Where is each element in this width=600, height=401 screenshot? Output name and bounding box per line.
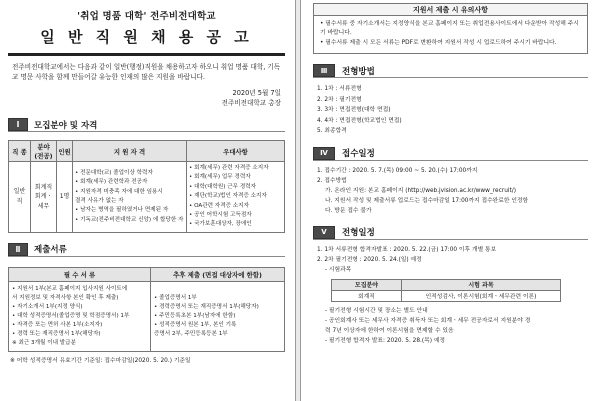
section-number: Ⅰ <box>8 118 28 131</box>
list-item: • 지원자격 미충족 자에 대한 임용시 <box>75 188 163 195</box>
footnote: ※ 어학 성적증명서 유효기간 기준일: 접수마감일(2020. 5. 20.) 기준일 <box>10 357 191 364</box>
notice-line: • 필수서류 중 자기소개서는 지정양식을 본교 홈페이지 또는 취업전용사이트에서 다운받아 작성해 주시기 바랍니다. <box>320 21 579 37</box>
list-item: 증명서 2부, 주민등록등본 1부 <box>154 330 228 337</box>
list-item: • 공인 어학시험 고득점자 <box>189 212 252 219</box>
list-item: 3. 3차 : 면접전형(대학 면접) <box>317 107 391 114</box>
list-item: 2. 2차 : 필기전형 <box>317 96 362 103</box>
cell-count: 1명 <box>57 162 73 233</box>
list-item: 서 지원정보 및 자격사항 본인 확인 후 제출) <box>12 294 119 301</box>
list-item: • 자기소개서 1부(지정 양식) <box>12 303 83 310</box>
list-item: 결격 사유가 없는 자 <box>75 197 124 204</box>
list-item: 2. 접수방법 <box>317 177 347 184</box>
section-title: 모집분야 및 자격 <box>34 120 98 131</box>
reception-list <box>313 166 588 216</box>
section-number: Ⅳ <box>313 147 335 160</box>
cell-field: 회계직 <box>332 290 402 301</box>
col-header-subjects: 시험 과목 <box>402 279 561 290</box>
list-item: 1. 접수기간 : 2020. 5. 7.(목) 09:00 ~ 5. 20.(수) 17:00까지 <box>317 167 478 174</box>
notice-box-title: 지원서 제출 시 유의사항 <box>314 4 587 16</box>
section-number: Ⅱ <box>8 243 28 256</box>
list-item: • 주민등록초본 1부(남자에 한함) <box>154 312 236 319</box>
cell-job: 일반직 <box>9 162 31 233</box>
col-header-field: 모집분야 <box>332 279 402 290</box>
cell-later-docs <box>151 281 285 351</box>
list-item: • OA관련 자격증 소지자 <box>189 202 249 209</box>
col-header-job: 직 종 <box>9 141 31 162</box>
page-right <box>300 0 600 401</box>
cell-subjects: 인적성검사, 이론시험(회계ㆍ세무관련 이론) <box>402 290 561 301</box>
list-item: • 회계(세무) 관련 자격증 소지자 <box>189 165 269 171</box>
list-item: 1. 1차 : 서류전형 <box>317 86 362 93</box>
col-header-field: 분야 (전공) <box>31 141 57 162</box>
documents-table <box>8 267 285 352</box>
section-number: Ⅴ <box>313 226 335 239</box>
cell-field: 회계직 회계ㆍ세무 <box>31 162 57 233</box>
list-item: • 경력증명서 또는 재직증명서 1부(해당자) <box>154 303 259 310</box>
col-header-required: 필 수 서 류 <box>9 267 151 281</box>
page-title: 일 반 직 원 채 용 공 고 <box>40 28 253 46</box>
list-item: - 필기전형 시험시간 및 장소는 별도 안내 <box>325 307 428 314</box>
col-header-preferences: 우대사항 <box>187 141 285 162</box>
cell-qualifications <box>73 162 187 233</box>
list-item: 력 7년 이상자에 한하여 이론시험을 면제할 수 있음 <box>325 327 454 334</box>
title-rule <box>8 53 285 56</box>
section-title: 전형방법 <box>342 66 375 77</box>
section-header-schedule <box>313 226 588 240</box>
col-header-qualifications: 지 원 자 격 <box>73 141 187 162</box>
cell-preferences <box>187 162 285 233</box>
list-item: • 성적증명서 원본 1부, 본인 기록 <box>154 321 237 328</box>
section-header-method <box>313 64 588 78</box>
schedule-list <box>313 245 588 275</box>
schedule-notes <box>313 306 588 346</box>
list-item: • 졸업증명서 1부 <box>154 294 197 301</box>
list-item: 1. 1차 서류전형 합격자발표 : 2020. 5. 22.(금) 17:00 이후 개별 통보 <box>317 246 497 253</box>
notice-line: • 필수서류 제출 시 모든 서류는 PDF로 변환하여 지원서 작성 시 업로드하여 주시기 바랍니다. <box>320 39 557 46</box>
cell-required-docs <box>9 281 151 351</box>
notice-box <box>313 3 588 54</box>
list-item: 가. 온라인 지원: 본교 홈페이지 (http://web.jvision.ac.kr/www_recruit/) <box>325 187 516 194</box>
list-item: - 필기전형 합격자 발표: 2020. 5. 28.(목) 예정 <box>325 337 446 344</box>
table-row <box>332 290 561 301</box>
list-item: • 지원서 1부(본교 홈페이지 입사지원 사이트에 <box>12 285 128 292</box>
list-item: 2. 2차 필기전형 : 2020. 5. 24.(일) 예정 <box>317 256 422 263</box>
list-item: • 대학(대학원) 근무 경력자 <box>189 183 257 190</box>
method-list <box>313 84 588 137</box>
section-title: 제출서류 <box>34 245 67 256</box>
intro-text: 전주비전대학교에서는 다음과 같이 일반(행정)직원을 채용하고자 하오니 취업 명품 대학, 기독교 명문 사학을 함께 만들어갈 유능한 인재의 많은 지원을 바랍니다. <box>12 63 281 81</box>
table-row <box>9 281 285 351</box>
list-item: 4. 4차 : 면접전형(학교법인 면접) <box>317 117 402 124</box>
list-item: • 전문대학(교) 졸업이상 학력자 <box>75 169 153 176</box>
section-title: 전형일정 <box>342 228 375 239</box>
list-item: 다. 방문 접수 불가 <box>325 207 372 214</box>
section-number: Ⅲ <box>313 64 335 77</box>
list-item: • 회계(세무) 관련학과 전공자 <box>75 179 148 186</box>
notice-date: 2020년 5월 7일 <box>232 89 281 97</box>
notice-org: 전주비전대학교 총장 <box>221 99 281 107</box>
header-slogan: '취업 명품 대학' 전주비전대학교 <box>77 11 216 22</box>
list-item: ※ 최근 3개월 이내 발급분 <box>12 339 76 346</box>
recruit-table <box>8 140 285 233</box>
section-header-reception <box>313 147 588 161</box>
list-item: • 기독교(전주비전대학교 신앙) 에 합당한 자 <box>75 216 184 223</box>
exam-table <box>331 279 561 302</box>
col-header-later: 추후 제출 (면접 대상자에 한함) <box>151 267 285 281</box>
section-title: 접수일정 <box>342 149 375 160</box>
section-header-recruit <box>8 118 285 132</box>
notice-box-body <box>314 16 587 53</box>
list-item: - 시험과목 <box>325 266 352 273</box>
page-left <box>0 0 296 401</box>
section-header-documents <box>8 243 285 257</box>
list-item: • 대학 성적증명서(졸업증명 및 학점증명서) 1부 <box>12 312 130 319</box>
list-item: 나. 지원서 작성 및 제출서류 업로드는 접수마감일 17:00까지 접수완료한 인정함 <box>325 197 529 204</box>
list-item: • 경력 또는 재직증명서 1부(해당자) <box>12 330 101 337</box>
list-item: • 재단(학교)법인 자격증 소지자 <box>189 193 267 200</box>
list-item: • 국가보훈대상자, 장애인 <box>189 221 252 228</box>
table-row <box>9 162 285 233</box>
list-item: - 공인회계사 또는 세무사 자격증 취득자 또는 회계ㆍ세무 전공자로서 지원분야 경 <box>325 317 531 324</box>
list-item: • 자격증 또는 면허 사본 1부(소지자) <box>12 321 103 328</box>
col-header-count: 인원 <box>57 141 73 162</box>
list-item: • 회계(세무) 업무 경력자 <box>189 174 251 181</box>
list-item: • 남자는 병역을 필하였거나 면제된 자 <box>75 207 169 214</box>
list-item: 5. 최종합격 <box>317 128 347 135</box>
